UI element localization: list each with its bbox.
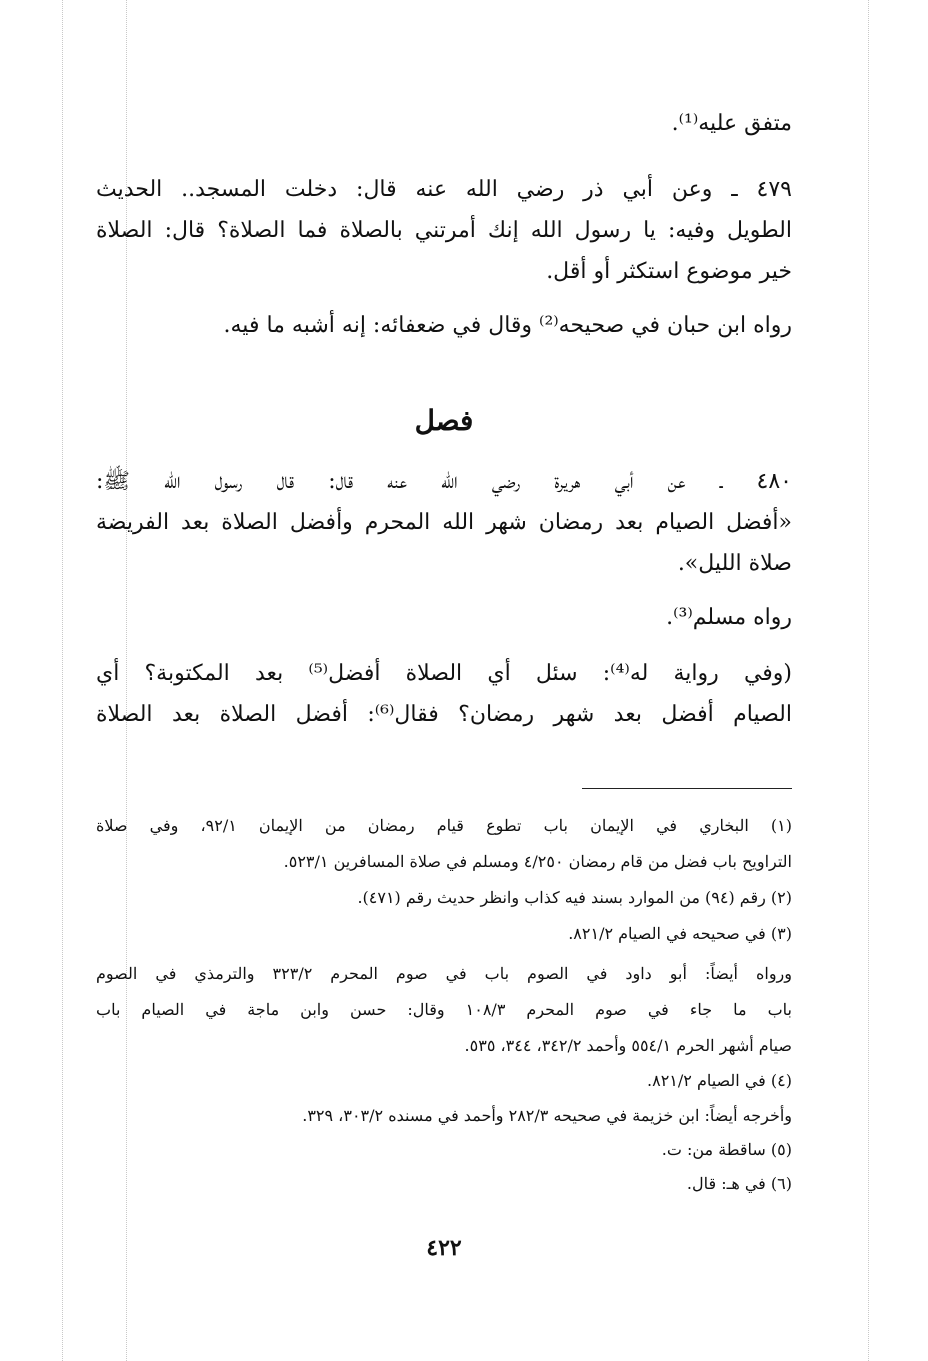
page-number: ٤٢٢ — [426, 1235, 462, 1261]
footnote-line: (٣) في صحيحه في الصيام ٨٢١/٢. — [568, 924, 792, 943]
footnote-line: صيام أشهر الحرم ٥٥٤/١ وأحمد ٣٤٢/٢، ٣٤٤، ٥٣٥. — [464, 1036, 792, 1055]
footnote-line: ورواه أيضاً: أبو داود في الصوم باب في صوم المحرم ٣٢٣/٢ والترمذي في الصوم — [96, 964, 792, 983]
margin-guide-left — [62, 0, 63, 1361]
footnote-line: وأخرجه أيضاً: ابن خزيمة في صحيحه ٢٨٢/٣ وأحمد في مسنده ٣٠٣/٢، ٣٢٩. — [302, 1106, 792, 1125]
section-heading: فصل — [414, 404, 474, 437]
main-text-line: ٤٧٩ ـ وعن أبي ذر رضي الله عنه قال: دخلت المسجد.. الحديث — [96, 177, 792, 202]
main-text-line: الطويل وفيه: يا رسول الله إنك أمرتني بالصلاة فما الصلاة؟ قال: الصلاة — [96, 218, 792, 243]
footnote-line: (١) البخاري في الإيمان باب تطوع قيام رمضان من الإيمان ٩٢/١، وفي صلاة — [96, 816, 792, 835]
margin-guide-right — [868, 0, 869, 1361]
footnote-separator — [582, 788, 792, 789]
main-text-line: ٤٨٠ ـ عن أبي هريرة رضي الله عنه قال: قال رسول الله ﷺ: — [96, 469, 792, 494]
main-text-line: رواه مسلم⁽³⁾. — [666, 605, 792, 630]
main-text-line: متفق عليه⁽¹⁾. — [671, 111, 792, 136]
footnote-line: (٤) في الصيام ٨٢١/٢. — [647, 1071, 792, 1090]
footnote-line: باب ما جاء في صوم المحرم ١٠٨/٣ وقال: حسن وابن ماجة في الصيام باب — [96, 1000, 792, 1019]
book-page — [96, 0, 792, 1361]
footnote-line: (٥) ساقطة من: ت. — [661, 1140, 792, 1159]
main-text-line: خير موضوع استكثر أو أقل. — [546, 259, 792, 284]
main-text-line: (وفي رواية له⁽⁴⁾: سئل أي الصلاة أفضل⁽⁵⁾ بعد المكتوبة؟ أي — [96, 661, 792, 686]
footnote-line: (٢) رقم (٩٤) من الموارد بسند فيه كذاب وانظر حديث رقم (٤٧١). — [357, 888, 792, 907]
footnote-line: التراويح باب فضل من قام رمضان ٤/٢٥٠ ومسلم في صلاة المسافرين ٥٢٣/١. — [283, 852, 792, 871]
footnote-line: (٦) في هـ: قال. — [686, 1174, 792, 1193]
main-text-line: الصيام أفضل بعد شهر رمضان؟ فقال⁽⁶⁾: أفضل الصلاة بعد الصلاة — [96, 702, 792, 727]
main-text-line: صلاة الليل». — [677, 551, 792, 576]
main-text-line: رواه ابن حبان في صحيحه⁽²⁾ وقال في ضعفائه: إنه أشبه ما فيه. — [223, 313, 792, 338]
main-text-line: «أفضل الصيام بعد رمضان شهر الله المحرم وأفضل الصلاة بعد الفريضة — [96, 510, 792, 535]
